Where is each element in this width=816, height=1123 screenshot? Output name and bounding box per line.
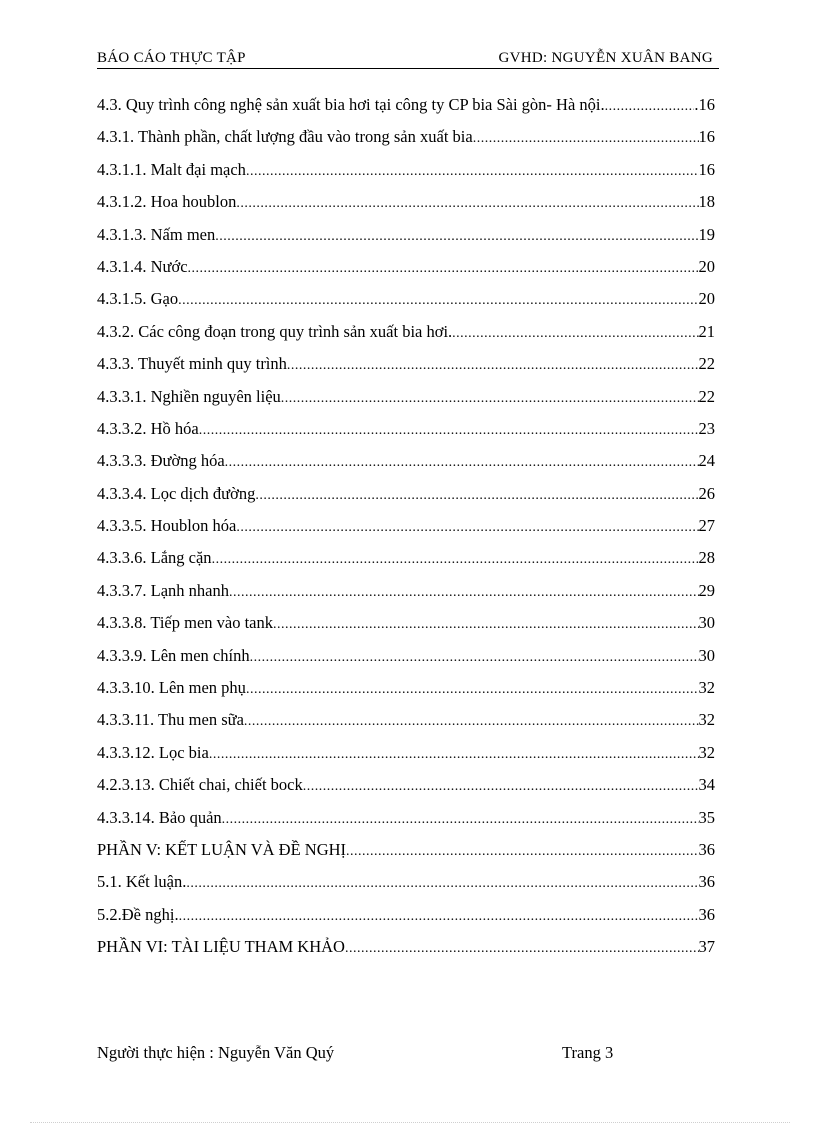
toc-entry-title: 4.3.3.6. Lắng cặn bbox=[97, 548, 212, 568]
toc-entry bbox=[97, 808, 715, 840]
toc-entry bbox=[97, 387, 715, 419]
toc-entry-title: 4.3.1.3. Nấm men bbox=[97, 224, 216, 244]
toc-entry bbox=[97, 192, 715, 224]
toc-leader-dots bbox=[246, 682, 699, 698]
toc-leader-dots bbox=[199, 423, 699, 439]
toc-entry bbox=[97, 548, 715, 580]
toc-leader-dots bbox=[236, 520, 698, 536]
toc-entry-page: 24 bbox=[698, 451, 715, 471]
toc-entry-page: 32 bbox=[698, 710, 715, 730]
toc-leader-dots bbox=[605, 99, 695, 115]
toc-leader-dots bbox=[246, 164, 699, 180]
toc-entry-title: 4.3.3.9. Lên men chính bbox=[97, 645, 250, 665]
toc-leader-dots bbox=[273, 617, 699, 633]
toc-entry bbox=[97, 710, 715, 742]
toc-entry-page: 22 bbox=[698, 354, 715, 374]
toc-entry-title: 4.3.1.5. Gạo bbox=[97, 289, 179, 309]
toc-leader-dots bbox=[345, 941, 699, 957]
toc-entry-title: 4.3.3. Thuyết minh quy trình bbox=[97, 354, 287, 374]
toc-leader-dots bbox=[186, 876, 698, 892]
toc-entry-title: PHẦN V: KẾT LUẬN VÀ ĐỀ NGHỊ bbox=[97, 839, 347, 859]
table-of-contents bbox=[97, 95, 715, 970]
supervisor-label: GVHD: NGUYỄN XUÂN BANG bbox=[498, 50, 713, 66]
toc-leader-dots bbox=[281, 391, 699, 407]
toc-leader-dots bbox=[188, 261, 699, 277]
toc-entry bbox=[97, 905, 715, 937]
toc-entry bbox=[97, 160, 715, 192]
toc-entry-page: 20 bbox=[698, 289, 715, 309]
toc-entry-page: 35 bbox=[698, 807, 715, 827]
toc-entry-page: 22 bbox=[698, 386, 715, 406]
toc-entry-page: 36 bbox=[698, 904, 715, 924]
toc-leader-dots bbox=[236, 196, 698, 212]
toc-entry bbox=[97, 451, 715, 483]
footer-author: Người thực hiện : Nguyễn Văn Quý bbox=[97, 1043, 335, 1062]
toc-entry bbox=[97, 743, 715, 775]
toc-entry-title: 5.2.Đề nghị. bbox=[97, 904, 179, 924]
toc-entry bbox=[97, 289, 715, 321]
toc-leader-dots bbox=[222, 812, 699, 828]
toc-entry bbox=[97, 322, 715, 354]
toc-entry-title: 4.3.3.2. Hồ hóa bbox=[97, 418, 199, 438]
toc-entry-page: 20 bbox=[698, 256, 715, 276]
toc-entry-page: 32 bbox=[698, 678, 715, 698]
toc-entry-page: 27 bbox=[698, 516, 715, 536]
toc-entry bbox=[97, 937, 715, 969]
toc-leader-dots bbox=[215, 229, 698, 245]
toc-leader-dots bbox=[244, 714, 699, 730]
toc-entry bbox=[97, 225, 715, 257]
toc-entry-title: 4.3.1. Thành phần, chất lượng đầu vào trong sản xuất bia bbox=[97, 127, 473, 147]
toc-entry-title: 4.3.3.10. Lên men phụ bbox=[97, 678, 246, 698]
toc-entry-title: 4.3.1.1. Malt đại mạch bbox=[97, 159, 246, 179]
toc-entry-page: 19 bbox=[698, 224, 715, 244]
report-title: BÁO CÁO THỰC TẬP bbox=[97, 50, 246, 66]
toc-entry-page: 16 bbox=[698, 127, 715, 147]
toc-entry-title: 4.3.3.1. Nghiền nguyên liệu bbox=[97, 386, 281, 406]
toc-leader-dots bbox=[346, 844, 698, 860]
toc-entry-page: 32 bbox=[698, 742, 715, 762]
toc-leader-dots bbox=[225, 455, 699, 471]
toc-entry bbox=[97, 516, 715, 548]
toc-entry-page: 23 bbox=[698, 418, 715, 438]
toc-entry-title: 4.3.1.4. Nước bbox=[97, 256, 188, 276]
toc-entry bbox=[97, 840, 715, 872]
toc-entry bbox=[97, 678, 715, 710]
toc-leader-dots bbox=[250, 650, 699, 666]
toc-entry-title: 4.3.3.14. Bảo quản bbox=[97, 807, 222, 827]
toc-entry bbox=[97, 775, 715, 807]
toc-entry-page: 28 bbox=[698, 548, 715, 568]
toc-entry bbox=[97, 646, 715, 678]
toc-entry bbox=[97, 95, 715, 127]
toc-entry bbox=[97, 257, 715, 289]
toc-entry-title: 4.3.3.3. Đường hóa bbox=[97, 451, 225, 471]
toc-entry-title: 4.3.3.11. Thu men sữa bbox=[97, 710, 244, 730]
toc-entry-page: .16 bbox=[694, 95, 715, 114]
toc-entry-title: 4.3.1.2. Hoa houblon bbox=[97, 192, 237, 212]
toc-entry-page: 21 bbox=[698, 321, 715, 341]
toc-leader-dots bbox=[452, 326, 698, 342]
toc-entry bbox=[97, 484, 715, 516]
toc-leader-dots bbox=[178, 293, 698, 309]
toc-entry bbox=[97, 613, 715, 645]
toc-entry-title: PHẦN VI: TÀI LIỆU THAM KHẢO bbox=[97, 937, 345, 957]
toc-entry bbox=[97, 872, 715, 904]
toc-entry-page: 30 bbox=[698, 613, 715, 633]
toc-entry-page: 16 bbox=[698, 159, 715, 179]
toc-leader-dots bbox=[209, 747, 699, 763]
toc-entry-page: 18 bbox=[698, 192, 715, 212]
toc-leader-dots bbox=[229, 585, 699, 601]
toc-leader-dots bbox=[287, 358, 699, 374]
toc-leader-dots bbox=[473, 131, 699, 147]
toc-entry-page: 29 bbox=[698, 580, 715, 600]
footer-page-number: Trang 3 bbox=[562, 1043, 614, 1062]
toc-entry-title: 4.3.3.4. Lọc dịch đường bbox=[97, 483, 256, 503]
toc-entry-title: 4.2.3.13. Chiết chai, chiết bock bbox=[97, 775, 303, 795]
toc-entry-title: 4.3.3.7. Lạnh nhanh bbox=[97, 580, 229, 600]
toc-entry bbox=[97, 127, 715, 159]
page-header bbox=[97, 48, 719, 69]
toc-entry-page: 34 bbox=[698, 775, 715, 795]
toc-entry-page: 37 bbox=[698, 937, 715, 957]
toc-entry-page: 36 bbox=[698, 839, 715, 859]
toc-entry-title: 4.3. Quy trình công nghệ sản xuất bia hơi tại công ty CP bia Sài gòn- Hà nội. bbox=[97, 95, 605, 114]
toc-entry-page: 36 bbox=[698, 872, 715, 892]
toc-entry bbox=[97, 354, 715, 386]
toc-entry bbox=[97, 581, 715, 613]
toc-leader-dots bbox=[212, 552, 699, 568]
toc-entry bbox=[97, 419, 715, 451]
toc-entry-title: 4.3.3.8. Tiếp men vào tank bbox=[97, 613, 273, 633]
toc-leader-dots bbox=[255, 488, 698, 504]
toc-leader-dots bbox=[303, 779, 699, 795]
toc-entry-title: 4.3.3.12. Lọc bia bbox=[97, 742, 209, 762]
toc-entry-title: 4.3.2. Các công đoạn trong quy trình sản xuất bia hơi. bbox=[97, 321, 453, 341]
toc-entry-page: 26 bbox=[698, 483, 715, 503]
toc-entry-page: 30 bbox=[698, 645, 715, 665]
toc-entry-title: 4.3.3.5. Houblon hóa bbox=[97, 516, 237, 536]
toc-entry-title: 5.1. Kết luận. bbox=[97, 872, 187, 892]
toc-leader-dots bbox=[179, 909, 699, 925]
